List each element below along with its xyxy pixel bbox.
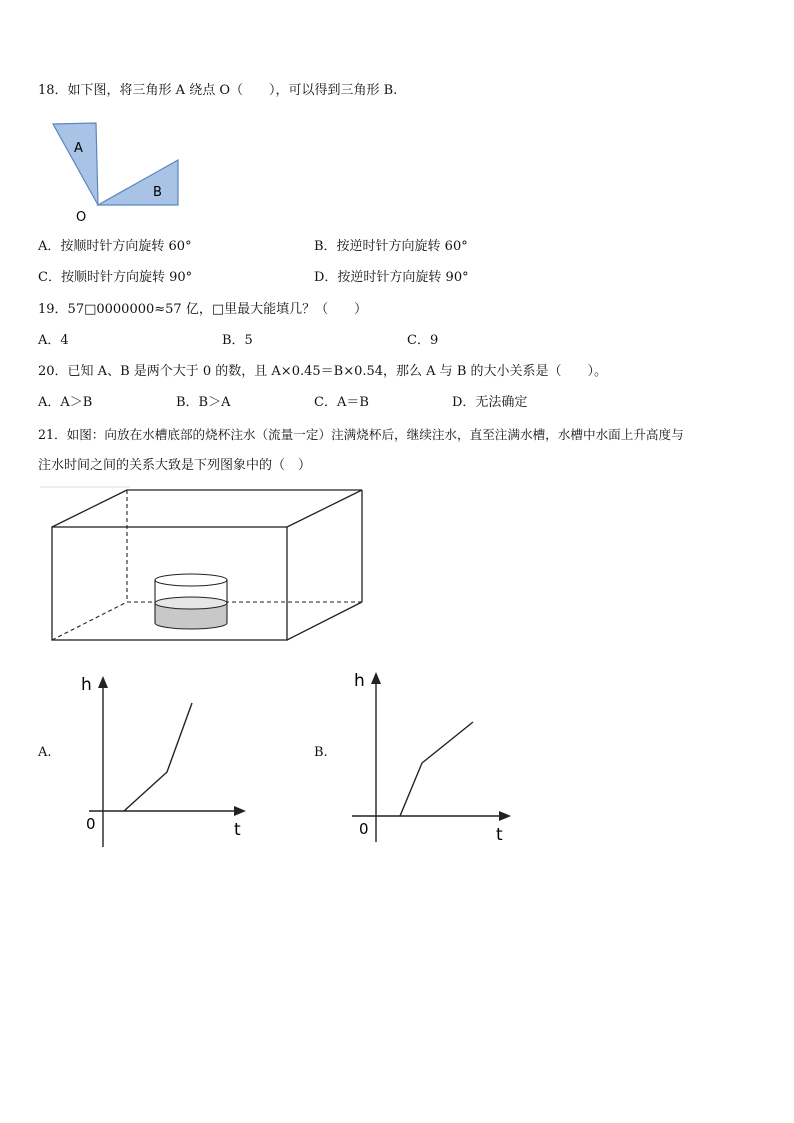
triangle-b-label: B <box>153 185 162 200</box>
q20-option-d[interactable]: D．无法确定 <box>452 395 528 410</box>
q20-stem: 20．已知 A、B 是两个大于 0 的数，且 A×0.45＝B×0.54，那么 A 与 B 的大小关系是（ ）。 <box>38 364 608 379</box>
q18-option-b[interactable]: B．按逆时针方向旋转 60° <box>314 239 468 254</box>
graph-b-x-label: t <box>496 825 503 845</box>
q18-option-c[interactable]: C．按顺时针方向旋转 90° <box>38 270 193 285</box>
graph-b-y-label: h <box>354 671 365 691</box>
q18-stem: 18．如下图，将三角形 A 绕点 O（ ），可以得到三角形 B. <box>38 83 398 98</box>
q19-option-c[interactable]: C．9 <box>407 333 439 348</box>
q19-stem: 19．57□0000000≈57 亿，□里最大能填几？（ ） <box>38 302 368 317</box>
graph-a-x-label: t <box>234 820 241 840</box>
q19-option-b[interactable]: B．5 <box>222 333 253 348</box>
graph-a-origin-label: 0 <box>86 815 96 833</box>
graph-b-origin-label: 0 <box>359 820 369 838</box>
point-o-label: O <box>76 210 87 225</box>
q19-option-a[interactable]: A．4 <box>38 333 69 348</box>
q21-option-a[interactable]: A. <box>38 745 52 760</box>
q20-option-a[interactable]: A．A＞B <box>38 395 93 410</box>
q21-stem-line-2: 注水时间之间的关系大致是下列图象中的（ ） <box>38 458 312 473</box>
q20-option-c[interactable]: C．A＝B <box>314 395 369 410</box>
q21-stem-line-1: 21．如图：向放在水槽底部的烧杯注水（流量一定）注满烧杯后，继续注水，直至注满水槽，水槽中水面上升高度与 <box>38 427 684 442</box>
q20-option-b[interactable]: B．B＞A <box>176 395 231 410</box>
graph-a-y-label: h <box>81 675 92 695</box>
q18-option-d[interactable]: D．按逆时针方向旋转 90° <box>314 270 469 285</box>
triangle-a-label: A <box>74 141 83 156</box>
q21-option-b[interactable]: B. <box>314 745 328 760</box>
q18-option-a[interactable]: A．按顺时针方向旋转 60° <box>38 239 192 254</box>
